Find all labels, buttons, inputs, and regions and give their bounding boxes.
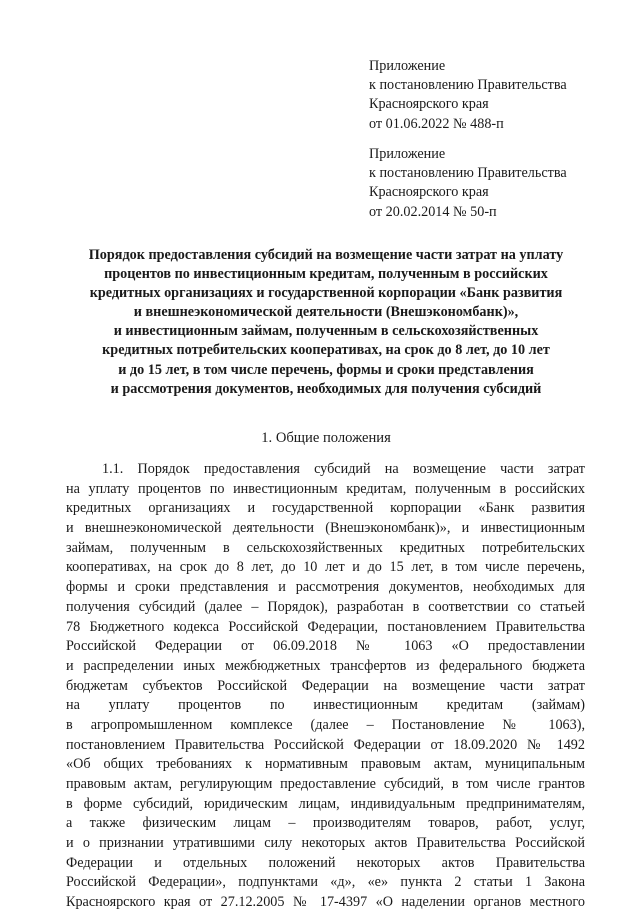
body-line: Красноярского края от 27.12.2005 № 17-4397 «О наделении органов местного [66,894,585,911]
annex-block-2022 [369,57,629,134]
body-line: Российской Федерации от 06.09.2018 № 1063 «О предоставлении [66,638,585,655]
annex-line: Приложение [369,146,446,162]
body-line: на уплату процентов по инвестиционным кредитам (займам) [66,697,585,714]
body-line: кредитных организациях и государственной корпорации «Банк развития [66,500,585,517]
body-line: получения субсидий (далее – Порядок), разработан в соответствии со статьей [66,598,585,615]
annex-line: к постановлению Правительства [369,77,567,94]
title-line: и инвестиционным займам, полученным в сельскохозяйственных [113,323,539,340]
title-line: и внешнеэкономической деятельности (Внешэкономбанк)», [133,304,519,321]
body-line: займам, полученным в сельскохозяйственных кредитных потребительских [66,539,585,556]
title-line: кредитных потребительских кооперативах, на срок до 8 лет, до 10 лет [102,342,550,359]
annex-line: от 01.06.2022 № 488-п [369,115,504,132]
annex-line: от 20.02.2014 № 50-п [369,203,497,220]
body-line: и внешнеэкономической деятельности (Внешэкономбанк)», и инвестиционным [66,520,585,537]
title-line: и рассмотрения документов, необходимых для получения субсидий [110,380,542,397]
body-line: правовым актам, регулирующим предоставление субсидий, в том числе грантов [66,776,585,792]
body-line: бюджетам субъектов Российской Федерации на возмещение части затрат [66,677,585,694]
body-line: постановлением Правительства Российской Федерации от 18.09.2020 № 1492 [66,736,585,753]
body-line: а также физическим лицам – производителям товаров, работ, услуг, [66,815,585,832]
body-line: и о признании утратившими силу некоторых актов Правительства Российской [66,835,585,852]
document-title [60,246,592,399]
title-line: Порядок предоставления субсидий на возмещение части затрат на уплату [88,247,564,263]
body-line: в форме субсидий, юридическим лицам, индивидуальным предпринимателям, [66,795,585,812]
body-line: 78 Бюджетного кодекса Российской Федерации, постановлением Правительства [66,618,585,635]
annex-line: Красноярского края [369,96,489,113]
annex-line: к постановлению Правительства [369,165,567,182]
body-line: Федерации и отдельных положений некоторых актов Правительства [66,854,585,871]
body-line: на уплату процентов по инвестиционным кредитам, полученным в российских [66,480,585,497]
body-line: «Об общих требованиях к нормативным правовым актам, муниципальным [66,756,585,773]
body-line: 1.1. Порядок предоставления субсидий на возмещение части затрат [102,461,585,477]
body-line: кооперативах, на срок до 8 лет, до 10 лет и до 15 лет, в том числе перечень, [66,559,585,576]
body-line: формы и сроки представления и рассмотрения документов, необходимых для [66,579,585,596]
body-line: Российской Федерации», подпунктами «д», «е» пункта 2 статьи 1 Закона [66,874,585,891]
annex-line: Приложение [369,58,446,74]
body-line: в агропромышленном комплексе (далее – Постановление № 1063), [66,716,585,733]
annex-line: Красноярского края [369,184,489,201]
section-heading: 1. Общие положения [261,430,391,446]
title-line: процентов по инвестиционным кредитам, полученным в российских [104,266,548,283]
annex-block-2014 [369,145,629,222]
body-line: и распределении иных межбюджетных трансфертов из федерального бюджета [66,657,585,674]
title-line: и до 15 лет, в том числе перечень, формы и сроки представления [118,361,534,378]
paragraph-1-1 [66,460,585,913]
title-line: кредитных организациях и государственной корпорации «Банк развития [89,285,563,302]
